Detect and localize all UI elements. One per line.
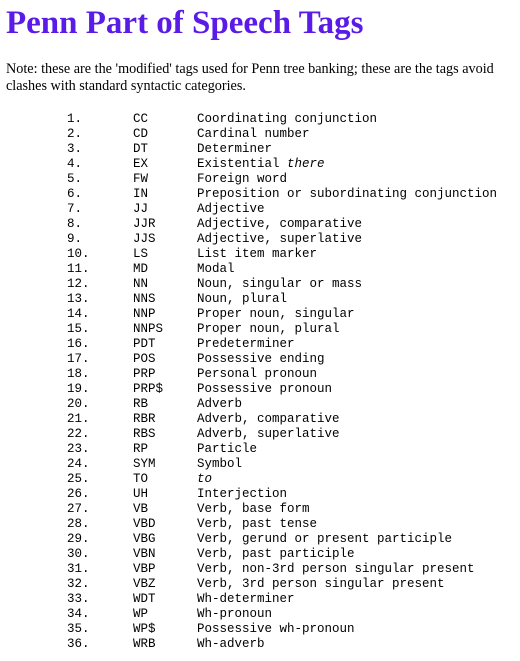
tag-code: PDT [133,337,156,351]
tag-description-text: Particle [197,442,258,456]
table-row [6,247,497,262]
tag-description [197,547,497,562]
tag-code: VBZ [133,577,156,591]
tag-number: 12. [67,277,90,291]
table-row [6,547,497,562]
tag-description-text: Verb, non-3rd person singular present [197,562,475,576]
tag-code: FW [133,172,149,186]
table-row [6,127,497,142]
table-row [6,382,497,397]
tag-description [197,322,497,337]
tag-description-text: Possessive wh-pronoun [197,622,355,636]
table-row [6,397,497,412]
tag-description-text: Proper noun, plural [197,322,340,336]
tag-description [197,142,497,157]
tag-number: 1. [67,112,83,126]
tag-code: NNS [133,292,156,306]
tag-description-italic: to [197,472,213,486]
tag-description [197,292,497,307]
tag-description-text: Possessive ending [197,352,325,366]
table-row [6,502,497,517]
tag-code: VBN [133,547,156,561]
tag-code: RBR [133,412,156,426]
note-paragraph: Note: these are the 'modified' tags used for Penn tree banking; these are the tags avoid clashes with standard syntactic categories. [6,61,494,94]
tags-table [6,112,497,652]
tag-number: 15. [67,322,90,336]
tag-description [197,487,497,502]
tag-code: IN [133,187,149,201]
tag-description [197,637,497,652]
tag-description [197,502,497,517]
tag-description-text: Adjective, superlative [197,232,363,246]
tag-description-text: Determiner [197,142,273,156]
tag-description-text: Predeterminer [197,337,295,351]
tag-description-text: Wh-adverb [197,637,265,651]
tag-number: 5. [67,172,83,186]
table-row [6,472,497,487]
table-row [6,277,497,292]
tag-code: NN [133,277,149,291]
tag-description-text: Noun, plural [197,292,288,306]
tag-code: WP [133,607,149,621]
table-row [6,412,497,427]
tag-description [197,367,497,382]
tag-code: RBS [133,427,156,441]
tag-description [197,172,497,187]
tag-code: LS [133,247,149,261]
tag-number: 30. [67,547,90,561]
tag-number: 34. [67,607,90,621]
table-row [6,157,497,172]
tag-number: 29. [67,532,90,546]
tag-description-text: Proper noun, singular [197,307,355,321]
table-row [6,292,497,307]
tag-code: POS [133,352,156,366]
tag-number: 10. [67,247,90,261]
tag-number: 11. [67,262,90,276]
tag-description [197,442,497,457]
tag-code: JJR [133,217,156,231]
tag-code: WDT [133,592,156,606]
table-row [6,427,497,442]
tag-code: CC [133,112,149,126]
tag-code: VBP [133,562,156,576]
tag-description [197,202,497,217]
tag-description-text: Wh-determiner [197,592,295,606]
tag-description-text: Modal [197,262,235,276]
tag-description [197,517,497,532]
tag-code: PRP$ [133,382,164,396]
table-row [6,202,497,217]
tag-number: 31. [67,562,90,576]
table-row [6,532,497,547]
tag-number: 36. [67,637,90,651]
table-row [6,577,497,592]
tags-table-body [6,112,497,652]
table-row [6,562,497,577]
tag-number: 33. [67,592,90,606]
tag-code: JJS [133,232,156,246]
tag-description-text: List item marker [197,247,318,261]
tag-code: WRB [133,637,156,651]
table-row [6,457,497,472]
tag-description [197,262,497,277]
table-row [6,487,497,502]
table-row [6,352,497,367]
tag-code: PRP [133,367,156,381]
tag-number: 35. [67,622,90,636]
table-row [6,622,497,637]
tag-description [197,592,497,607]
tag-description-text: Verb, 3rd person singular present [197,577,445,591]
table-row [6,607,497,622]
table-row [6,592,497,607]
tag-description-text: Foreign word [197,172,288,186]
table-row [6,307,497,322]
table-row [6,367,497,382]
tag-description-text: Wh-pronoun [197,607,273,621]
tag-number: 32. [67,577,90,591]
tag-code: NNP [133,307,156,321]
tag-description [197,577,497,592]
tag-number: 26. [67,487,90,501]
tag-description-text: Adverb [197,397,243,411]
tag-description-text: Existential [197,157,288,171]
tag-description [197,607,497,622]
tag-code: RB [133,397,149,411]
tag-description [197,307,497,322]
page-title: Penn Part of Speech Tags [6,5,364,41]
tag-description [197,622,497,637]
tag-code: TO [133,472,149,486]
tag-code: VBG [133,532,156,546]
tag-number: 20. [67,397,90,411]
tag-number: 9. [67,232,83,246]
tag-code: MD [133,262,149,276]
tag-number: 23. [67,442,90,456]
tag-number: 4. [67,157,83,171]
tag-number: 24. [67,457,90,471]
tag-number: 7. [67,202,83,216]
table-row [6,187,497,202]
table-row [6,517,497,532]
table-row [6,172,497,187]
table-row [6,637,497,652]
tag-description [197,187,497,202]
tag-code: VBD [133,517,156,531]
table-row [6,442,497,457]
tag-code: NNPS [133,322,164,336]
tag-number: 22. [67,427,90,441]
tag-description [197,472,497,487]
tag-description [197,397,497,412]
tag-description-text: Preposition or subordinating conjunction [197,187,498,201]
tag-number: 25. [67,472,90,486]
table-row [6,232,497,247]
table-row [6,322,497,337]
tag-code: UH [133,487,149,501]
tag-description [197,157,497,172]
tag-description-text: Personal pronoun [197,367,318,381]
tag-number: 27. [67,502,90,516]
tag-description-text: Verb, past tense [197,517,318,531]
tag-description [197,337,497,352]
tag-code: EX [133,157,149,171]
tag-code: SYM [133,457,156,471]
tag-description-text: Coordinating conjunction [197,112,378,126]
tag-description [197,382,497,397]
tag-description [197,112,497,127]
table-row [6,142,497,157]
tag-description [197,532,497,547]
table-row [6,217,497,232]
tag-code: JJ [133,202,149,216]
tag-description [197,277,497,292]
tag-description [197,217,497,232]
tag-description [197,457,497,472]
tag-number: 18. [67,367,90,381]
tag-number: 3. [67,142,83,156]
tag-description-italic: there [287,157,325,171]
tag-number: 16. [67,337,90,351]
tag-description-text: Verb, past participle [197,547,355,561]
tag-code: RP [133,442,149,456]
tag-number: 19. [67,382,90,396]
tag-number: 28. [67,517,90,531]
table-row [6,112,497,127]
tag-number: 2. [67,127,83,141]
tag-number: 21. [67,412,90,426]
tag-description-text: Adjective [197,202,265,216]
tag-description [197,412,497,427]
tag-description-text: Adverb, comparative [197,412,340,426]
tag-number: 8. [67,217,83,231]
tag-code: CD [133,127,149,141]
tag-description [197,562,497,577]
tag-description-text: Verb, gerund or present participle [197,532,453,546]
tag-description-text: Noun, singular or mass [197,277,363,291]
tag-description [197,427,497,442]
tag-description-text: Cardinal number [197,127,310,141]
tag-number: 13. [67,292,90,306]
tag-code: VB [133,502,149,516]
table-row [6,262,497,277]
tag-code: DT [133,142,149,156]
tag-description-text: Adverb, superlative [197,427,340,441]
tag-number: 14. [67,307,90,321]
tag-code: WP$ [133,622,156,636]
tag-description [197,352,497,367]
table-row [6,337,497,352]
tag-number: 17. [67,352,90,366]
tag-description [197,232,497,247]
tag-description-text: Interjection [197,487,288,501]
tag-number: 6. [67,187,83,201]
tag-description-text: Adjective, comparative [197,217,363,231]
tag-description-text: Verb, base form [197,502,310,516]
tag-description [197,127,497,142]
tag-description [197,247,497,262]
tag-description-text: Possessive pronoun [197,382,333,396]
tag-description-text: Symbol [197,457,243,471]
